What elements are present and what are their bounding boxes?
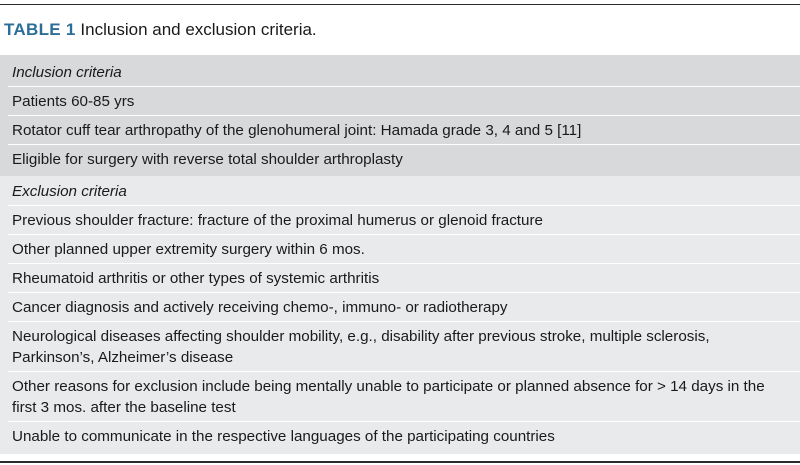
inclusion-item: Eligible for surgery with reverse total shoulder arthroplasty	[12, 151, 403, 168]
exclusion-item: Other reasons for exclusion include being mentally unable to participate or planned absence for > 14 days in the first 3 mos. after the baseline test	[0, 372, 800, 422]
table-caption	[4, 19, 317, 41]
exclusion-item: Other planned upper extremity surgery within 6 mos.	[0, 235, 800, 264]
inclusion-heading: Inclusion criteria	[0, 58, 800, 87]
table-label: TABLE 1	[4, 20, 76, 39]
exclusion-heading: Exclusion criteria	[0, 177, 800, 206]
top-rule	[0, 4, 800, 5]
exclusion-section	[0, 176, 800, 454]
exclusion-item: Cancer diagnosis and actively receiving chemo-, immuno- or radiotherapy	[0, 293, 800, 322]
exclusion-item: Unable to communicate in the respective languages of the participating countries	[12, 428, 555, 445]
bottom-rule	[0, 461, 800, 463]
exclusion-item: Previous shoulder fracture: fracture of the proximal humerus or glenoid fracture	[0, 206, 800, 235]
exclusion-item: Neurological diseases affecting shoulder mobility, e.g., disability after previous stroke, multiple sclerosis, Parkinson’s, Alzheimer’s disease	[0, 322, 800, 372]
inclusion-item: Rotator cuff tear arthropathy of the glenohumeral joint: Hamada grade 3, 4 and 5 [11]	[0, 116, 800, 145]
inclusion-item: Patients 60-85 yrs	[0, 87, 800, 116]
criteria-table	[0, 55, 800, 454]
table-title: Inclusion and exclusion criteria.	[80, 20, 317, 39]
exclusion-item: Rheumatoid arthritis or other types of systemic arthritis	[0, 264, 800, 293]
inclusion-section	[0, 55, 800, 176]
